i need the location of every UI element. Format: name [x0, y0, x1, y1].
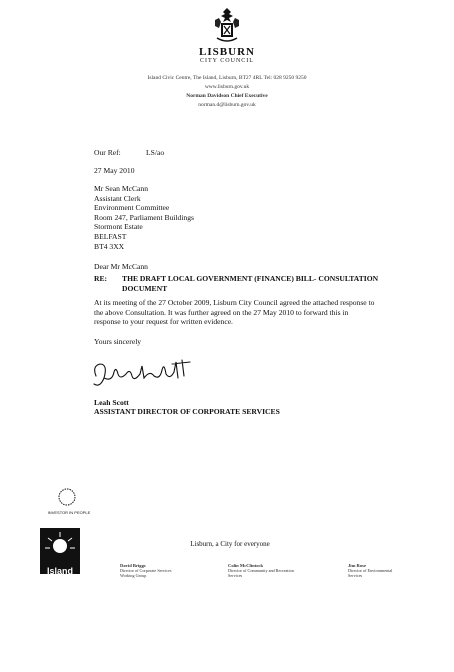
footer-contact [228, 563, 318, 579]
recipient-address [94, 184, 194, 251]
contact-extra: Services [228, 573, 243, 579]
footer-contact [120, 563, 200, 579]
recipient-line: Stormont Estate [94, 222, 143, 232]
council-website: www.lisburn.gov.uk [204, 84, 250, 90]
council-email: norman.d@lisburn.gov.uk [198, 102, 256, 108]
subject-label: RE: [94, 274, 108, 283]
tagline: Lisburn, a City for everyone [190, 540, 270, 548]
signer-title: ASSISTANT DIRECTOR OF CORPORATE SERVICES [94, 407, 280, 416]
recipient-line: Mr Sean McCann [94, 184, 148, 193]
our-ref-label: Our Ref: [94, 148, 121, 157]
signer-name: Leah Scott [94, 398, 129, 407]
contact-role: Director of Corporate Services [120, 568, 172, 574]
letter-date: 27 May 2010 [94, 166, 135, 175]
council-address: Island Civic Centre, The Island, Lisburn, BT27 4RL Tel: 028 9250 9250 [147, 75, 307, 81]
recipient-line: BT4 3XX [94, 241, 125, 251]
contact-extra: Services [348, 573, 363, 579]
letter-paragraph: At its meeting of the 27 October 2009, Lisburn City Council agreed the attached response to the above Consultation. It was further agreed on the 27 May 2010 to forward this in response to your request for written evidence. [94, 298, 375, 327]
salutation: Dear Mr McCann [94, 262, 148, 271]
recipient-line: Room 247, Parliament Buildings [94, 212, 194, 222]
council-subtitle: CITY COUNCIL [200, 58, 254, 64]
recipient-line: Assistant Clerk [94, 193, 141, 203]
footer-contact [348, 563, 418, 579]
subject-line: THE DRAFT LOCAL GOVERNMENT (FINANCE) BILL- CONSULTATION DOCUMENT [122, 274, 379, 293]
closing: Yours sincerely [94, 337, 142, 346]
council-crest-icon [209, 6, 245, 46]
contact-name: Jim Rose [348, 563, 366, 568]
contact-role: Director of Environmental [348, 568, 393, 574]
handwritten-signature [90, 348, 200, 398]
recipient-line: Environment Committee [94, 203, 170, 213]
our-ref-value: LS/ao [146, 148, 165, 157]
investor-in-people-logo-icon [56, 486, 78, 508]
council-name: LISBURN [199, 46, 255, 58]
recipient-line: BELFAST [94, 231, 127, 241]
chief-executive-line: Norman Davidson Chief Executive [186, 93, 268, 99]
contact-role: Director of Community and Recreation [228, 568, 294, 574]
contact-extra: Working Group [120, 573, 147, 579]
contact-name: David Briggs [120, 563, 146, 568]
contact-name: Colin McClintock [228, 563, 264, 568]
investor-in-people-text: INVESTOR IN PEOPLE [47, 510, 91, 515]
sunburst-icon [40, 528, 80, 558]
island-logo-text: Island [46, 566, 73, 576]
